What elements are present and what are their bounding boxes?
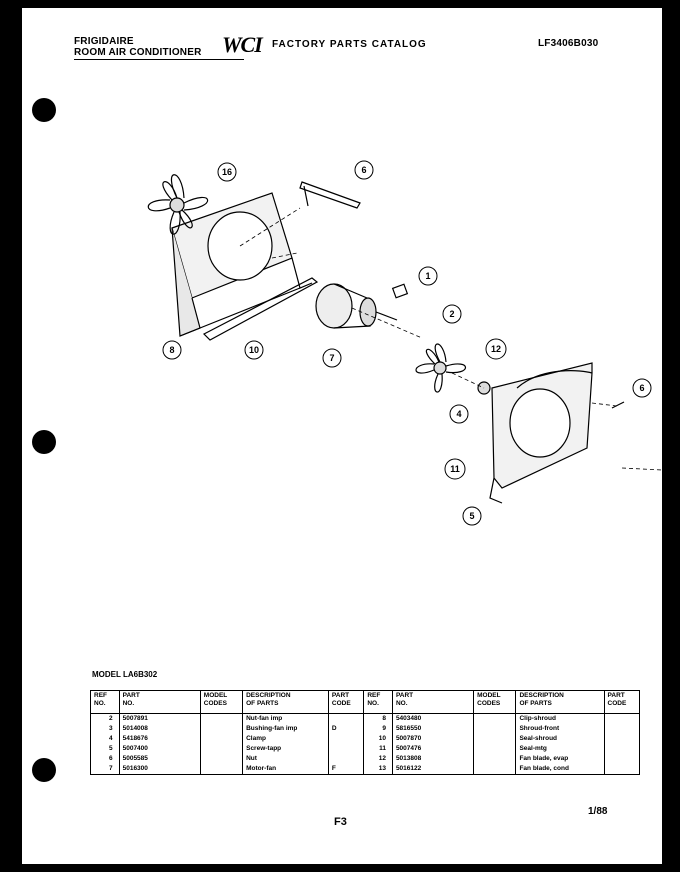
table-cell xyxy=(604,754,639,764)
table-cell: 5016122 xyxy=(392,764,473,775)
col-part-code: PART CODE xyxy=(328,691,363,714)
table-cell xyxy=(200,724,242,734)
col-description-2: DESCRIPTION OF PARTS xyxy=(516,691,604,714)
table-cell xyxy=(328,734,363,744)
table-cell: 10 xyxy=(364,734,393,744)
callout-7 xyxy=(323,349,341,367)
table-row xyxy=(91,754,640,764)
svg-text:6: 6 xyxy=(361,165,367,175)
parts-table-header xyxy=(91,691,640,714)
table-cell: 5403480 xyxy=(392,714,473,725)
table-cell: 5 xyxy=(91,744,120,754)
callout-2 xyxy=(443,305,461,323)
svg-text:6: 6 xyxy=(639,383,645,393)
catalog-page xyxy=(22,8,662,864)
table-cell: Seal-shroud xyxy=(516,734,604,744)
table-row xyxy=(91,734,640,744)
table-cell: Seal-mtg xyxy=(516,744,604,754)
table-cell: 5007400 xyxy=(119,744,200,754)
brand-name: FRIGIDAIRE xyxy=(74,36,134,47)
svg-text:8: 8 xyxy=(169,345,175,355)
col-ref-no-2: REF NO. xyxy=(364,691,393,714)
table-cell xyxy=(474,714,516,725)
table-cell xyxy=(604,724,639,734)
table-cell: F xyxy=(328,764,363,775)
table-cell: Clip-shroud xyxy=(516,714,604,725)
wci-logo: WCI xyxy=(222,32,262,57)
table-cell: 5014008 xyxy=(119,724,200,734)
callout-5 xyxy=(463,507,481,525)
table-cell: 5007476 xyxy=(392,744,473,754)
col-ref-no: REF NO. xyxy=(91,691,120,714)
header-rule xyxy=(74,59,244,60)
table-cell: 9 xyxy=(364,724,393,734)
table-cell: 6 xyxy=(91,754,120,764)
callout-1 xyxy=(419,267,437,285)
table-cell: 5816550 xyxy=(392,724,473,734)
callout-6-right xyxy=(633,379,651,397)
svg-text:2: 2 xyxy=(449,309,455,319)
callout-12 xyxy=(486,339,506,359)
binder-hole-bottom xyxy=(32,758,56,782)
table-cell xyxy=(604,764,639,775)
svg-text:7: 7 xyxy=(329,353,335,363)
table-cell: Nut xyxy=(243,754,329,764)
table-cell xyxy=(474,734,516,744)
col-part-no: PART NO. xyxy=(119,691,200,714)
table-cell: 5005585 xyxy=(119,754,200,764)
table-cell: Clamp xyxy=(243,734,329,744)
callout-10 xyxy=(245,341,263,359)
table-cell xyxy=(604,734,639,744)
table-cell xyxy=(200,714,242,725)
table-cell: 8 xyxy=(364,714,393,725)
catalog-title: FACTORY PARTS CATALOG xyxy=(272,39,427,50)
svg-text:5: 5 xyxy=(469,511,475,521)
exploded-parts-diagram xyxy=(122,148,662,528)
table-cell xyxy=(200,764,242,775)
table-cell xyxy=(328,744,363,754)
svg-text:4: 4 xyxy=(456,409,462,419)
table-cell: 3 xyxy=(91,724,120,734)
clip-shroud xyxy=(300,182,360,208)
callout-11 xyxy=(445,459,465,479)
svg-text:16: 16 xyxy=(221,167,233,177)
col-part-code-2: PART CODE xyxy=(604,691,639,714)
table-cell xyxy=(474,744,516,754)
fan-motor xyxy=(316,284,397,328)
col-model-codes-2: MODEL CODES xyxy=(474,691,516,714)
nut-part xyxy=(393,284,408,298)
table-cell: Screw-tapp xyxy=(243,744,329,754)
table-row xyxy=(91,744,640,754)
table-cell xyxy=(604,744,639,754)
product-line: ROOM AIR CONDITIONER xyxy=(74,47,202,58)
table-cell: 5016300 xyxy=(119,764,200,775)
table-cell: 5007870 xyxy=(392,734,473,744)
svg-text:11: 11 xyxy=(450,464,460,474)
callout-6-top xyxy=(355,161,373,179)
table-cell xyxy=(200,734,242,744)
table-cell: Bushing-fan imp xyxy=(243,724,329,734)
table-cell xyxy=(200,744,242,754)
table-cell: Motor-fan xyxy=(243,764,329,775)
callout-8 xyxy=(163,341,181,359)
table-cell xyxy=(328,754,363,764)
binder-hole-middle xyxy=(32,430,56,454)
table-cell: Fan blade, evap xyxy=(516,754,604,764)
table-cell: 12 xyxy=(364,754,393,764)
model-caption: MODEL LA6B302 xyxy=(92,670,158,679)
table-cell xyxy=(604,714,639,725)
table-cell: 5418676 xyxy=(119,734,200,744)
table-cell xyxy=(474,724,516,734)
callout-16 xyxy=(218,163,236,181)
screw-part xyxy=(612,402,624,408)
parts-table xyxy=(90,690,640,775)
col-model-codes: MODEL CODES xyxy=(200,691,242,714)
table-cell: D xyxy=(328,724,363,734)
table-cell: Nut-fan imp xyxy=(243,714,329,725)
table-cell: 13 xyxy=(364,764,393,775)
binder-hole-top xyxy=(32,98,56,122)
fan-blade-center xyxy=(416,344,466,392)
table-cell xyxy=(328,714,363,725)
revision-date: 1/88 xyxy=(588,806,608,817)
table-cell xyxy=(474,764,516,775)
svg-text:10: 10 xyxy=(248,345,260,355)
table-cell xyxy=(474,754,516,764)
table-row xyxy=(91,724,640,734)
table-row xyxy=(91,764,640,775)
callout-4 xyxy=(450,405,468,423)
table-row xyxy=(91,714,640,725)
table-cell: 11 xyxy=(364,744,393,754)
table-cell: Shroud-front xyxy=(516,724,604,734)
table-cell: 2 xyxy=(91,714,120,725)
svg-text:1: 1 xyxy=(425,271,431,281)
table-cell xyxy=(200,754,242,764)
table-cell: 5013808 xyxy=(392,754,473,764)
table-cell: 5007891 xyxy=(119,714,200,725)
shroud-rear-panel xyxy=(490,363,592,503)
col-part-no-2: PART NO. xyxy=(392,691,473,714)
table-cell: Fan blade, cond xyxy=(516,764,604,775)
document-number: LF3406B030 xyxy=(538,38,599,49)
page-number: F3 xyxy=(334,816,347,828)
col-description: DESCRIPTION OF PARTS xyxy=(243,691,329,714)
table-cell: 4 xyxy=(91,734,120,744)
svg-text:12: 12 xyxy=(490,344,502,354)
table-cell: 7 xyxy=(91,764,120,775)
